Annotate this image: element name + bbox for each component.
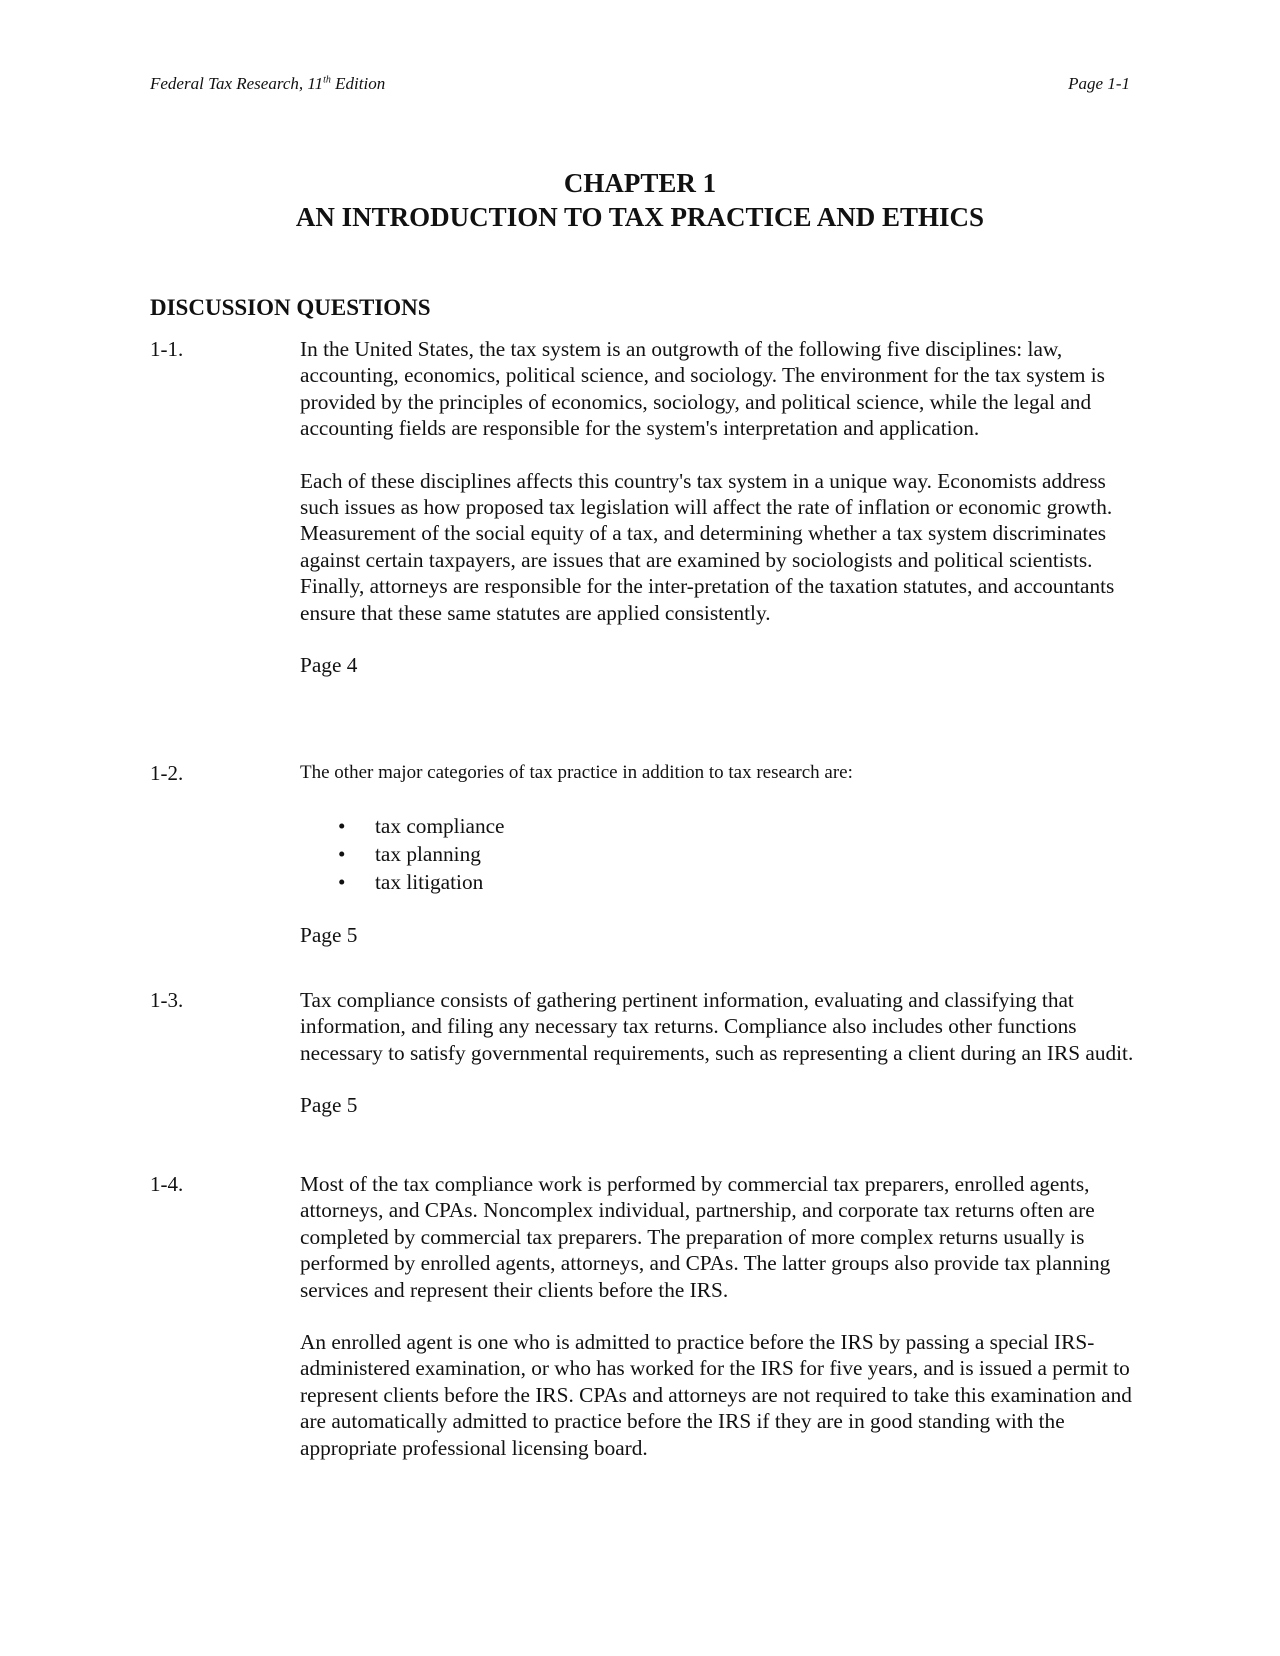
question-number: 1-1. <box>150 337 184 361</box>
chapter-title <box>0 166 1280 234</box>
page-reference: Page 4 <box>300 653 358 678</box>
bullet-icon: • <box>338 870 346 895</box>
answer-paragraph: Each of these disciplines affects this country's tax system in a unique way. Economists address such issues as how proposed tax legislation will affect the rate of inflation or economic growth. Measurement of the social equity of a tax, and determining whether a tax system discriminates against certain taxpayers, are issues that are examined by sociologists and political scientists. Finally, attorneys are responsible for the inter-pretation of the taxation statutes, and accountants ensure that these same statutes are applied consistently. <box>300 468 1115 625</box>
practice-categories-list <box>300 812 1135 896</box>
bullet-icon: • <box>338 842 346 867</box>
page-reference: Page 5 <box>300 1093 358 1118</box>
question-1-4 <box>150 1171 1135 1487</box>
question-1-1 <box>150 336 1135 678</box>
question-number: 1-3. <box>150 988 184 1012</box>
answer-body <box>300 336 1135 678</box>
answer-body <box>300 1171 1135 1461</box>
bullet-icon: • <box>338 814 346 839</box>
chapter-name: AN INTRODUCTION TO TAX PRACTICE AND ETHICS <box>295 202 985 232</box>
answer-paragraph: Tax compliance consists of gathering pertinent information, evaluating and classifying that information, and filing any necessary tax returns. Compliance also includes other functions necessary to satisfy governmental requirements, such as representing a client during an IRS audit. <box>300 988 1134 1065</box>
list-item: • tax compliance <box>338 814 505 839</box>
answer-paragraph: The other major categories of tax practice in addition to tax research are: <box>300 762 853 783</box>
answer-paragraph: In the United States, the tax system is an outgrowth of the following five disciplines: law, accounting, economics, political science, and sociology. The environment for the tax system is provided by the principles of economics, sociology, and political science, while the legal and accounting fields are responsible for the system's interpretation and application. <box>300 337 1105 441</box>
question-1-2 <box>150 760 1135 949</box>
list-item: • tax planning <box>338 842 481 867</box>
chapter-number: CHAPTER 1 <box>563 168 717 198</box>
question-number: 1-4. <box>150 1172 184 1196</box>
question-number: 1-2. <box>150 761 184 785</box>
page-reference: Page 5 <box>300 923 358 948</box>
list-item: • tax litigation <box>338 870 484 895</box>
answer-body <box>300 987 1135 1119</box>
book-title: Federal Tax Research, 11th Edition <box>150 74 386 93</box>
answer-paragraph: Most of the tax compliance work is performed by commercial tax preparers, enrolled agents, attorneys, and CPAs. Noncomplex individual, partnership, and corporate tax returns often are completed by commercial tax preparers. The preparation of more complex returns usually is performed by enrolled agents, attorneys, and CPAs. The latter groups also provide tax planning services and represent their clients before the IRS. <box>300 1172 1111 1302</box>
answer-paragraph: An enrolled agent is one who is admitted to practice before the IRS by passing a special IRS-administered examination, or who has worked for the IRS for five years, and is issued a permit to represent clients before the IRS. CPAs and attorneys are not required to take this examination and are automatically admitted to practice before the IRS if they are in good standing with the appropriate professional licensing board. <box>300 1330 1132 1460</box>
section-heading: DISCUSSION QUESTIONS <box>150 295 431 320</box>
running-header <box>150 74 1130 94</box>
question-1-3 <box>150 987 1135 1119</box>
answer-body <box>300 760 1135 949</box>
page-number: Page 1-1 <box>1068 74 1130 93</box>
